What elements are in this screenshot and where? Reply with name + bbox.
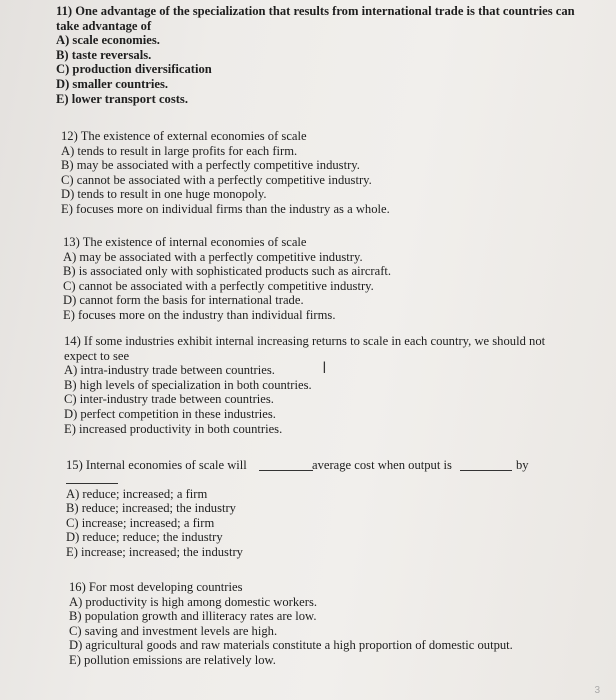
question-11 <box>56 4 575 106</box>
answer-option-e: E) focuses more on individual firms than the industry as a whole. <box>61 201 390 216</box>
answer-option-a: A) reduce; increased; a firm <box>66 486 208 501</box>
question-stem-part: 15) Internal economies of scale will <box>66 458 247 472</box>
answer-blank-row <box>66 473 243 487</box>
answer-blank <box>460 459 512 471</box>
answer-option-c: C) saving and investment levels are high. <box>69 623 278 638</box>
answer-option-e: E) focuses more on the industry than individual firms. <box>63 307 336 322</box>
answer-option-d: D) reduce; reduce; the industry <box>66 530 223 545</box>
question-12 <box>61 129 390 217</box>
question-stem-line <box>66 458 529 473</box>
question-13 <box>63 235 391 323</box>
text-cursor-icon: I <box>322 358 327 377</box>
answer-option-b: B) population growth and illiteracy rates are low. <box>69 609 317 624</box>
answer-option-d: D) perfect competition in these industries. <box>64 406 276 421</box>
answer-option-e: E) lower transport costs. <box>56 91 188 106</box>
question-16 <box>69 580 513 668</box>
question-stem-line: 14) If some industries exhibit internal increasing returns to scale in each country, we should not <box>64 334 546 348</box>
answer-option-b: B) high levels of specialization in both countries. <box>64 377 312 392</box>
question-stem-part: by <box>516 458 529 472</box>
answer-option-a: A) intra-industry trade between countries. <box>64 363 275 378</box>
answer-option-e: E) increased productivity in both countries. <box>64 421 283 436</box>
answer-option-a: A) tends to result in large profits for each firm. <box>61 143 298 158</box>
answer-option-d: D) agricultural goods and raw materials constitute a high proportion of domestic output. <box>69 638 513 653</box>
answer-blank <box>259 459 313 471</box>
answer-option-d: D) tends to result in one huge monopoly. <box>61 187 267 202</box>
question-stem-line: 13) The existence of internal economies of scale <box>63 235 307 249</box>
answer-option-e: E) increase; increased; the industry <box>66 544 243 559</box>
answer-option-e: E) pollution emissions are relatively low. <box>69 652 276 667</box>
answer-option-c: C) cannot be associated with a perfectly competitive industry. <box>63 278 374 293</box>
answer-option-c: C) production diversification <box>56 62 212 77</box>
answer-option-b: B) may be associated with a perfectly competitive industry. <box>61 158 360 173</box>
answer-option-c: C) cannot be associated with a perfectly competitive industry. <box>61 172 372 187</box>
question-stem-part: average cost when output is <box>312 458 452 472</box>
question-15 <box>66 458 529 560</box>
answer-option-d: D) smaller countries. <box>56 76 169 91</box>
answer-option-a: A) productivity is high among domestic workers. <box>69 594 317 609</box>
question-14 <box>64 334 545 436</box>
question-stem-line: take advantage of <box>56 18 152 33</box>
question-stem-line: 16) For most developing countries <box>69 580 243 594</box>
question-stem-line: expect to see <box>64 348 130 363</box>
question-stem-line: 12) The existence of external economies of scale <box>61 129 307 143</box>
answer-option-b: B) reduce; increased; the industry <box>66 501 236 516</box>
answer-option-d: D) cannot form the basis for international trade. <box>63 293 304 308</box>
answer-blank <box>66 472 118 484</box>
answer-option-b: B) is associated only with sophisticated products such as aircraft. <box>63 264 392 279</box>
answer-option-b: B) taste reversals. <box>56 47 152 62</box>
page-number: 3 <box>594 685 600 696</box>
answer-option-c: C) inter-industry trade between countries. <box>64 392 274 407</box>
answer-option-c: C) increase; increased; a firm <box>66 515 215 530</box>
answer-option-a: A) scale economies. <box>56 33 160 48</box>
answer-option-a: A) may be associated with a perfectly competitive industry. <box>63 249 363 264</box>
question-stem-line: 11) One advantage of the specialization that results from international trade is that countries can <box>56 4 575 18</box>
